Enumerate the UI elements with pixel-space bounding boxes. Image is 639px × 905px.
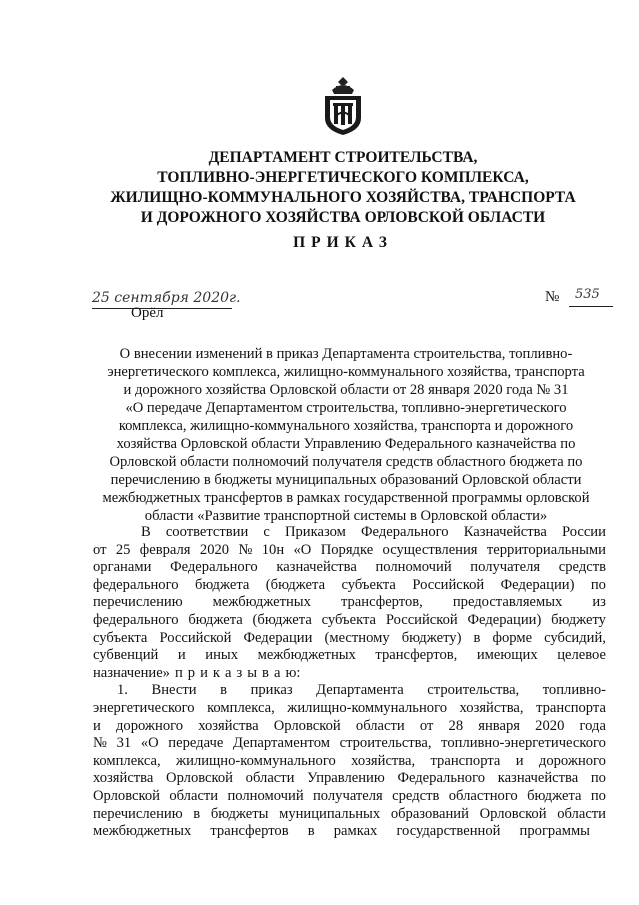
body-word: энергетического [93,699,195,716]
subject-line: Орловской области полномочий получателя средств областного бюджета по [109,454,583,470]
body-word: от [93,541,107,558]
department-line: ЖИЛИЩНО-КОММУНАЛЬНОГО ХОЗЯЙСТВА, ТРАНСПОРТА [110,189,576,206]
body-word: с [263,524,270,540]
body-word: Российской [159,629,232,646]
body-line [93,665,606,683]
body-word: строительства, [427,682,520,699]
document-type-title: ПРИКАЗ [293,234,393,251]
body-word: области [169,787,219,804]
body-word: в [307,823,315,840]
body-word: образований [390,805,469,822]
body-word: № [93,735,107,752]
body-word: № [238,541,253,558]
body-word: в [220,682,228,699]
body-word: Российской [412,576,485,593]
department-line: ДЕПАРТАМЕНТ СТРОИТЕЛЬСТВА, [208,149,478,166]
body-word: з [236,664,243,681]
body-word: транспорта [430,752,501,769]
body-word: передаче [168,735,224,752]
body-line [93,612,606,630]
department-line: ТОПЛИВНО-ЭНЕРГЕТИЧЕСКОГО КОМПЛЕКСА, [157,169,529,186]
body-word: года [579,717,606,734]
body-word: дорожного [115,717,184,734]
number-sign: № [545,289,560,305]
body-word: от [419,717,434,734]
body-word: жилищно-коммунального [176,752,336,769]
body-word: полномочий [375,559,452,576]
body-word: топливно- [542,682,606,699]
body-line [93,823,590,841]
body-word: а [224,664,232,681]
subject-line: перечислению в бюджеты муниципальных образований Орловской области [110,472,582,488]
body-word: рамках [333,823,378,840]
body-word: назначение» [93,664,170,681]
body-word: к [212,664,220,681]
subject-line: комплекса, жилищно-коммунального хозяйства, транспорта и дорожного [118,418,574,434]
body-word: (местному [324,629,390,646]
body-word: Казначейства [463,524,547,540]
body-word: по [590,787,606,804]
body-word: 1. [117,682,128,699]
body-word: трансфертов [210,823,289,840]
body-word: Департамента [316,682,404,699]
body-word: Внести [151,682,197,699]
body-word: (бюджета [252,611,312,628]
body-word: а [273,664,281,681]
body-word: топливно-энергетического [441,735,606,752]
body-line [93,788,606,806]
department-line: И ДОРОЖНОГО ХОЗЯЙСТВА ОРЛОВСКОЙ ОБЛАСТИ [140,209,546,226]
body-word: 10н [261,541,285,558]
subject-line: энергетического комплекса, жилищно-коммунального хозяйства, транспорта [107,364,585,380]
body-word: субъекта [341,576,396,593]
subject-line: «О передаче Департаментом строительства, топливно-энергетического [125,400,567,416]
body-word: федерального [93,576,179,593]
body-word: Орловской [166,770,233,787]
body-word: транспорта [536,699,606,716]
body-word: Порядке [320,541,374,558]
body-word: в [193,805,201,822]
body-word: Федерального [170,559,258,576]
body-word: хозяйства [198,717,259,734]
body-word: р [187,664,196,681]
body-word: перечислению [93,594,183,611]
body-word: строительства, [339,735,432,752]
body-word: органами [93,559,152,576]
body-word: «О [293,541,312,558]
body-word: ю: [285,664,301,681]
order-number-field [545,287,615,309]
body-word: хозяйства [93,770,154,787]
body-word: 28 [448,717,464,734]
subject-line: межбюджетных трансфертов в рамках государственной программы орловской [102,490,590,506]
subject-line: области «Развитие транспортной системы в Орловской области» [144,508,548,524]
order-body [93,524,606,841]
body-word: средств [558,559,606,576]
subject-line: хозяйства Орловской области Управлению Федерального казначейства по [116,436,576,452]
body-word: Федерации) [500,576,575,593]
body-word: области [355,717,405,734]
order-subject [88,345,604,525]
body-word: в [473,629,481,646]
subject-line: О внесении изменений в приказ Департамента строительства, топливно- [119,346,573,362]
body-word: февраля [139,541,191,558]
body-line [93,647,606,665]
body-word: из [592,594,606,611]
body-word: субъекта [321,611,377,628]
body-word: получателя [470,559,541,576]
body-word: соответствии [165,524,249,540]
body-word: Управлению [307,770,385,787]
body-word: и [200,664,208,681]
body-word: жилищно-коммунального [287,699,447,716]
body-word: и [515,752,524,769]
body-word: предоставляемых [452,594,563,611]
body-line [93,700,606,718]
body-line [93,718,606,736]
body-word: хозяйства, [459,699,524,716]
body-word: муниципальных [279,805,381,822]
body-word: 31 [116,735,132,752]
city-name: Орёл [131,305,164,321]
body-word: бюджеты [210,805,269,822]
body-word: имеющих [476,647,538,664]
body-word: программы [519,823,590,840]
body-word: средств [392,787,440,804]
body-line [93,770,606,788]
body-word: (бюджета [265,576,326,593]
body-word: 2020 [535,717,565,734]
body-word: Орловской [93,787,160,804]
body-word: межбюджетных [212,594,311,611]
body-line [93,735,606,753]
body-word: Орловской [273,717,341,734]
body-word: осуществления [382,541,478,558]
body-line [93,542,606,560]
body-word: области [557,805,606,822]
body-word: 25 [115,541,131,558]
body-line [93,630,606,648]
body-word: бюджету) [401,629,462,646]
body-word: п [174,664,183,681]
body-word: области [245,770,295,787]
body-word: форме [492,629,533,646]
body-line [93,594,606,612]
body-word: бюджета [188,611,243,628]
body-word: В [141,524,151,540]
body-word: субсидий, [544,629,606,646]
body-line [93,559,606,577]
body-word: 2020 [199,541,230,558]
body-word: бюджету [551,611,606,628]
body-line [93,524,606,542]
body-line [93,806,606,824]
body-word: перечислению [93,805,183,822]
body-word: субвенций [93,647,159,664]
body-word: ы [247,664,258,681]
body-word: казначейства [497,770,579,787]
body-line [93,682,606,700]
body-word: казначейства [276,559,357,576]
body-word: и [177,647,186,664]
body-word: целевое [557,647,606,664]
body-word: хозяйства, [351,752,416,769]
body-word: государственной [396,823,501,840]
subject-line: и дорожного хозяйства Орловской области от 28 января 2020 года № 31 [123,382,569,398]
body-word: Приказом [284,524,346,540]
body-word: межбюджетных [257,647,356,664]
body-word: Федерации [243,629,313,646]
body-word: Федерации) [467,611,542,628]
body-word: Департаментом [232,735,330,752]
body-word: по [590,770,606,787]
body-word: иных [205,647,239,664]
number-underline [569,306,613,307]
body-word: комплекса, [207,699,275,716]
body-word: Федерального [361,524,449,540]
body-word: «О [140,735,159,752]
body-word: федерального [93,611,179,628]
coat-of-arms-icon [322,76,364,136]
body-word: субъекта [93,629,148,646]
body-word: трансфертов, [340,594,423,611]
body-word: и [93,717,101,734]
body-word: Федерального [397,770,486,787]
handwritten-number: 535 [575,287,600,302]
body-word: территориальными [486,541,606,558]
body-word: бюджета [527,787,582,804]
body-line [93,577,606,595]
body-word: полномочий [227,787,304,804]
body-word: комплекса, [93,752,161,769]
body-word: января [478,717,520,734]
department-name [60,148,626,228]
handwritten-date: 25 сентября 2020г. [92,290,241,306]
body-word: Орловской [479,805,547,822]
body-word: в [262,664,269,681]
body-word: получателя [312,787,383,804]
body-word: России [561,524,606,540]
body-word: приказ [250,682,293,699]
body-word: по [590,576,606,593]
body-word: бюджета [194,576,250,593]
body-word: Российской [385,611,458,628]
body-line [93,753,606,771]
body-word: трансфертов, [375,647,458,664]
body-word: областного [448,787,518,804]
body-word: дорожного [538,752,606,769]
body-word: межбюджетных [93,823,192,840]
